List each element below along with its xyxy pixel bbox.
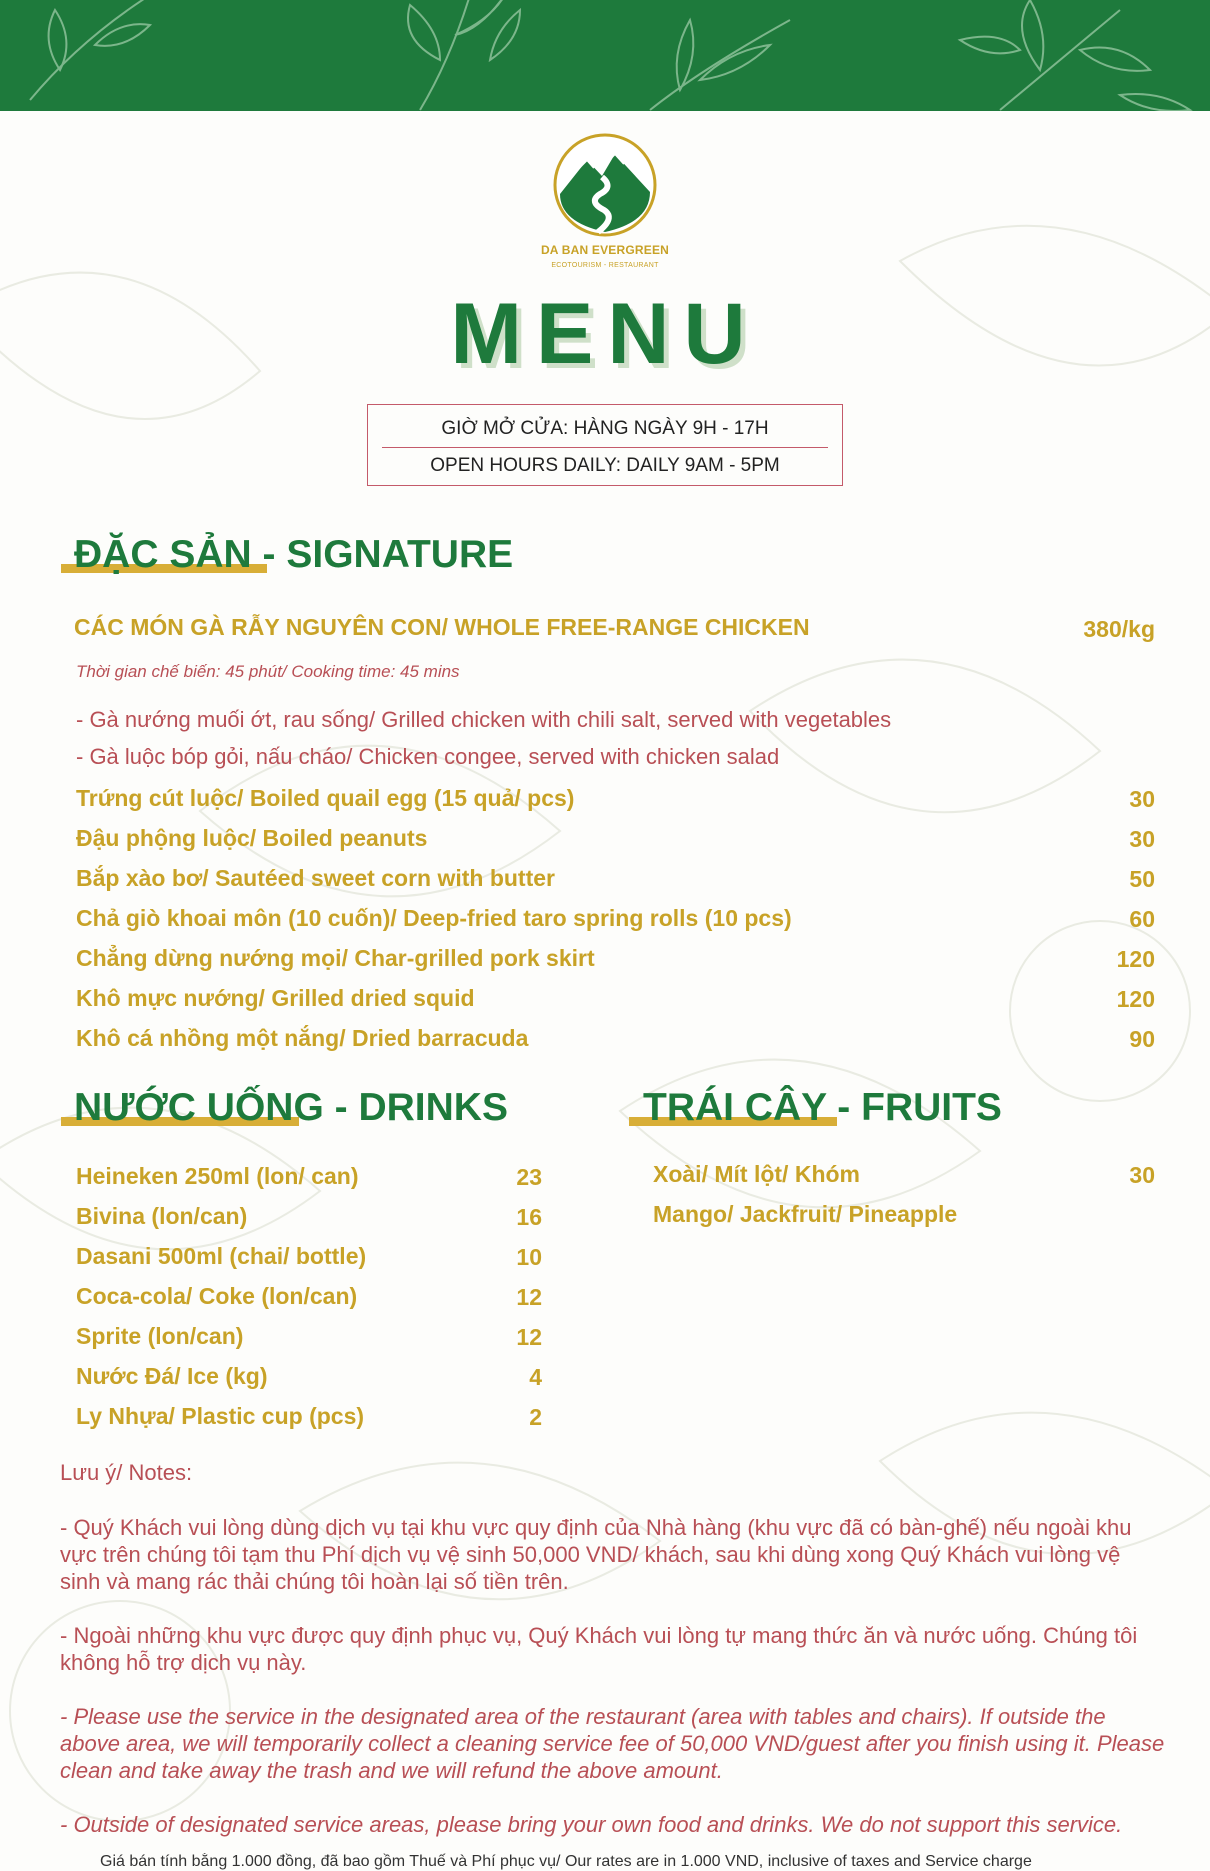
drink-item-price: 12 (516, 1324, 542, 1350)
notes-paragraph-vi-1: - Quý Khách vui lòng dùng dịch vụ tại khu vực quy định của Nhà hàng (khu vực đã có bàn-ghế) nếu ngoài khu vực trên chúng tôi tạm thu Phí dịch vụ vệ sinh 50,000 VND/ khách, sau khi dùng xong Quý Khách vui lòng vệ sinh và mang rác thải chúng tôi hoàn lại số tiền trên. (60, 1515, 1132, 1594)
drinks-title-en: DRINKS (358, 1086, 508, 1129)
drink-item-price: 23 (516, 1164, 542, 1190)
drink-item-name: Nước Đá/ Ice (kg) (76, 1363, 268, 1389)
signature-item-price: 120 (1116, 986, 1155, 1012)
signature-item-price: 120 (1116, 946, 1155, 972)
signature-title-en: SIGNATURE (286, 533, 514, 576)
signature-item-price: 30 (1129, 786, 1155, 812)
fruits-section-title (643, 1086, 1002, 1130)
signature-item-price: 30 (1129, 826, 1155, 852)
drink-item-name: Ly Nhựa/ Plastic cup (pcs) (76, 1403, 365, 1429)
chicken-option: - Gà nướng muối ớt, rau sống/ Grilled chicken with chili salt, served with vegetables (76, 707, 892, 732)
brand-name: DA BAN EVERGREEN (540, 243, 670, 257)
open-hours-vi: GIỜ MỞ CỬA: HÀNG NGÀY 9H - 17H (441, 418, 769, 439)
leaf-pattern-icon (0, 0, 1210, 111)
notes-paragraph-en-2: - Outside of designated service areas, please bring your own food and drinks. We do not support this service. (60, 1812, 1123, 1837)
drink-item-name: Dasani 500ml (chai/ bottle) (76, 1243, 367, 1269)
drink-item-name: Heineken 250ml (lon/ can) (76, 1163, 359, 1189)
notes-heading: Lưu ý/ Notes: (60, 1460, 193, 1485)
drink-item-name: Bivina (lon/can) (76, 1203, 248, 1229)
drinks-section-title (74, 1086, 508, 1130)
signature-item-name: Khô mực nướng/ Grilled dried squid (76, 985, 475, 1011)
chicken-item-price: 380/kg (1083, 616, 1155, 642)
signature-item-name: Bắp xào bơ/ Sautéed sweet corn with butter (76, 865, 555, 891)
signature-item-price: 90 (1129, 1026, 1155, 1052)
fruit-item-price: 30 (1129, 1162, 1155, 1188)
fruits-title-en: FRUITS (861, 1086, 1002, 1129)
open-hours-box (367, 404, 843, 486)
signature-section-title (74, 533, 513, 577)
drink-item-name: Sprite (lon/can) (76, 1323, 244, 1349)
signature-item-price: 50 (1129, 866, 1155, 892)
drink-item-price: 2 (529, 1404, 542, 1430)
signature-item-name: Chả giò khoai môn (10 cuốn)/ Deep-fried taro spring rolls (10 pcs) (76, 905, 792, 931)
chicken-option: - Gà luộc bóp gỏi, nấu cháo/ Chicken congee, served with chicken salad (76, 744, 780, 769)
drink-item-price: 10 (516, 1244, 542, 1270)
signature-item-price: 60 (1129, 906, 1155, 932)
hours-divider (382, 447, 828, 448)
notes-paragraph-en-1: - Please use the service in the designated area of the restaurant (area with tables and chairs). If outside the above area, we will temporarily collect a cleaning service fee of 50,000 VND/guest after you finish using it. Please clean and take away the trash and we will refund the above amount. (60, 1704, 1165, 1783)
signature-item-name: Chẳng dừng nướng mọi/ Char-grilled pork skirt (76, 945, 595, 971)
drink-item-price: 4 (529, 1364, 542, 1390)
signature-item-name: Trứng cút luộc/ Boiled quail egg (15 quả/ pcs) (76, 785, 575, 811)
cooking-time-note: Thời gian chế biến: 45 phút/ Cooking time: 45 mins (76, 662, 460, 681)
chicken-item-name: CÁC MÓN GÀ RẪY NGUYÊN CON/ WHOLE FREE-RANGE CHICKEN (74, 614, 810, 640)
fruit-item-name: Xoài/ Mít lột/ Khóm (653, 1161, 860, 1187)
drink-item-name: Coca-cola/ Coke (lon/can) (76, 1283, 358, 1309)
page-title: MENU (450, 286, 760, 382)
restaurant-logo (552, 132, 658, 238)
drink-item-price: 12 (516, 1284, 542, 1310)
pricing-footer-note: Giá bán tính bằng 1.000 đồng, đã bao gồm Thuế và Phí phục vụ/ Our rates are in 1.000 VND, inclusive of taxes and Service charge (100, 1853, 1032, 1870)
fruit-item-name: Mango/ Jackfruit/ Pineapple (653, 1201, 958, 1227)
drink-item-price: 16 (516, 1204, 542, 1230)
signature-title-vi: ĐẶC SẢN - (74, 533, 287, 576)
header-banner (0, 0, 1210, 111)
signature-item-name: Đậu phộng luộc/ Boiled peanuts (76, 825, 428, 851)
open-hours-en: OPEN HOURS DAILY: DAILY 9AM - 5PM (430, 455, 780, 476)
brand-subtitle: ECOTOURISM - RESTAURANT (551, 262, 659, 269)
notes-paragraph-vi-2: - Ngoài những khu vực được quy định phục vụ, Quý Khách vui lòng tự mang thức ăn và nước uống. Chúng tôi không hỗ trợ dịch vụ này. (60, 1623, 1138, 1675)
fruits-title-vi: TRÁI CÂY - (643, 1086, 862, 1129)
signature-item-name: Khô cá nhồng một nắng/ Dried barracuda (76, 1025, 529, 1051)
drinks-title-vi: NƯỚC UỐNG - (74, 1086, 359, 1129)
